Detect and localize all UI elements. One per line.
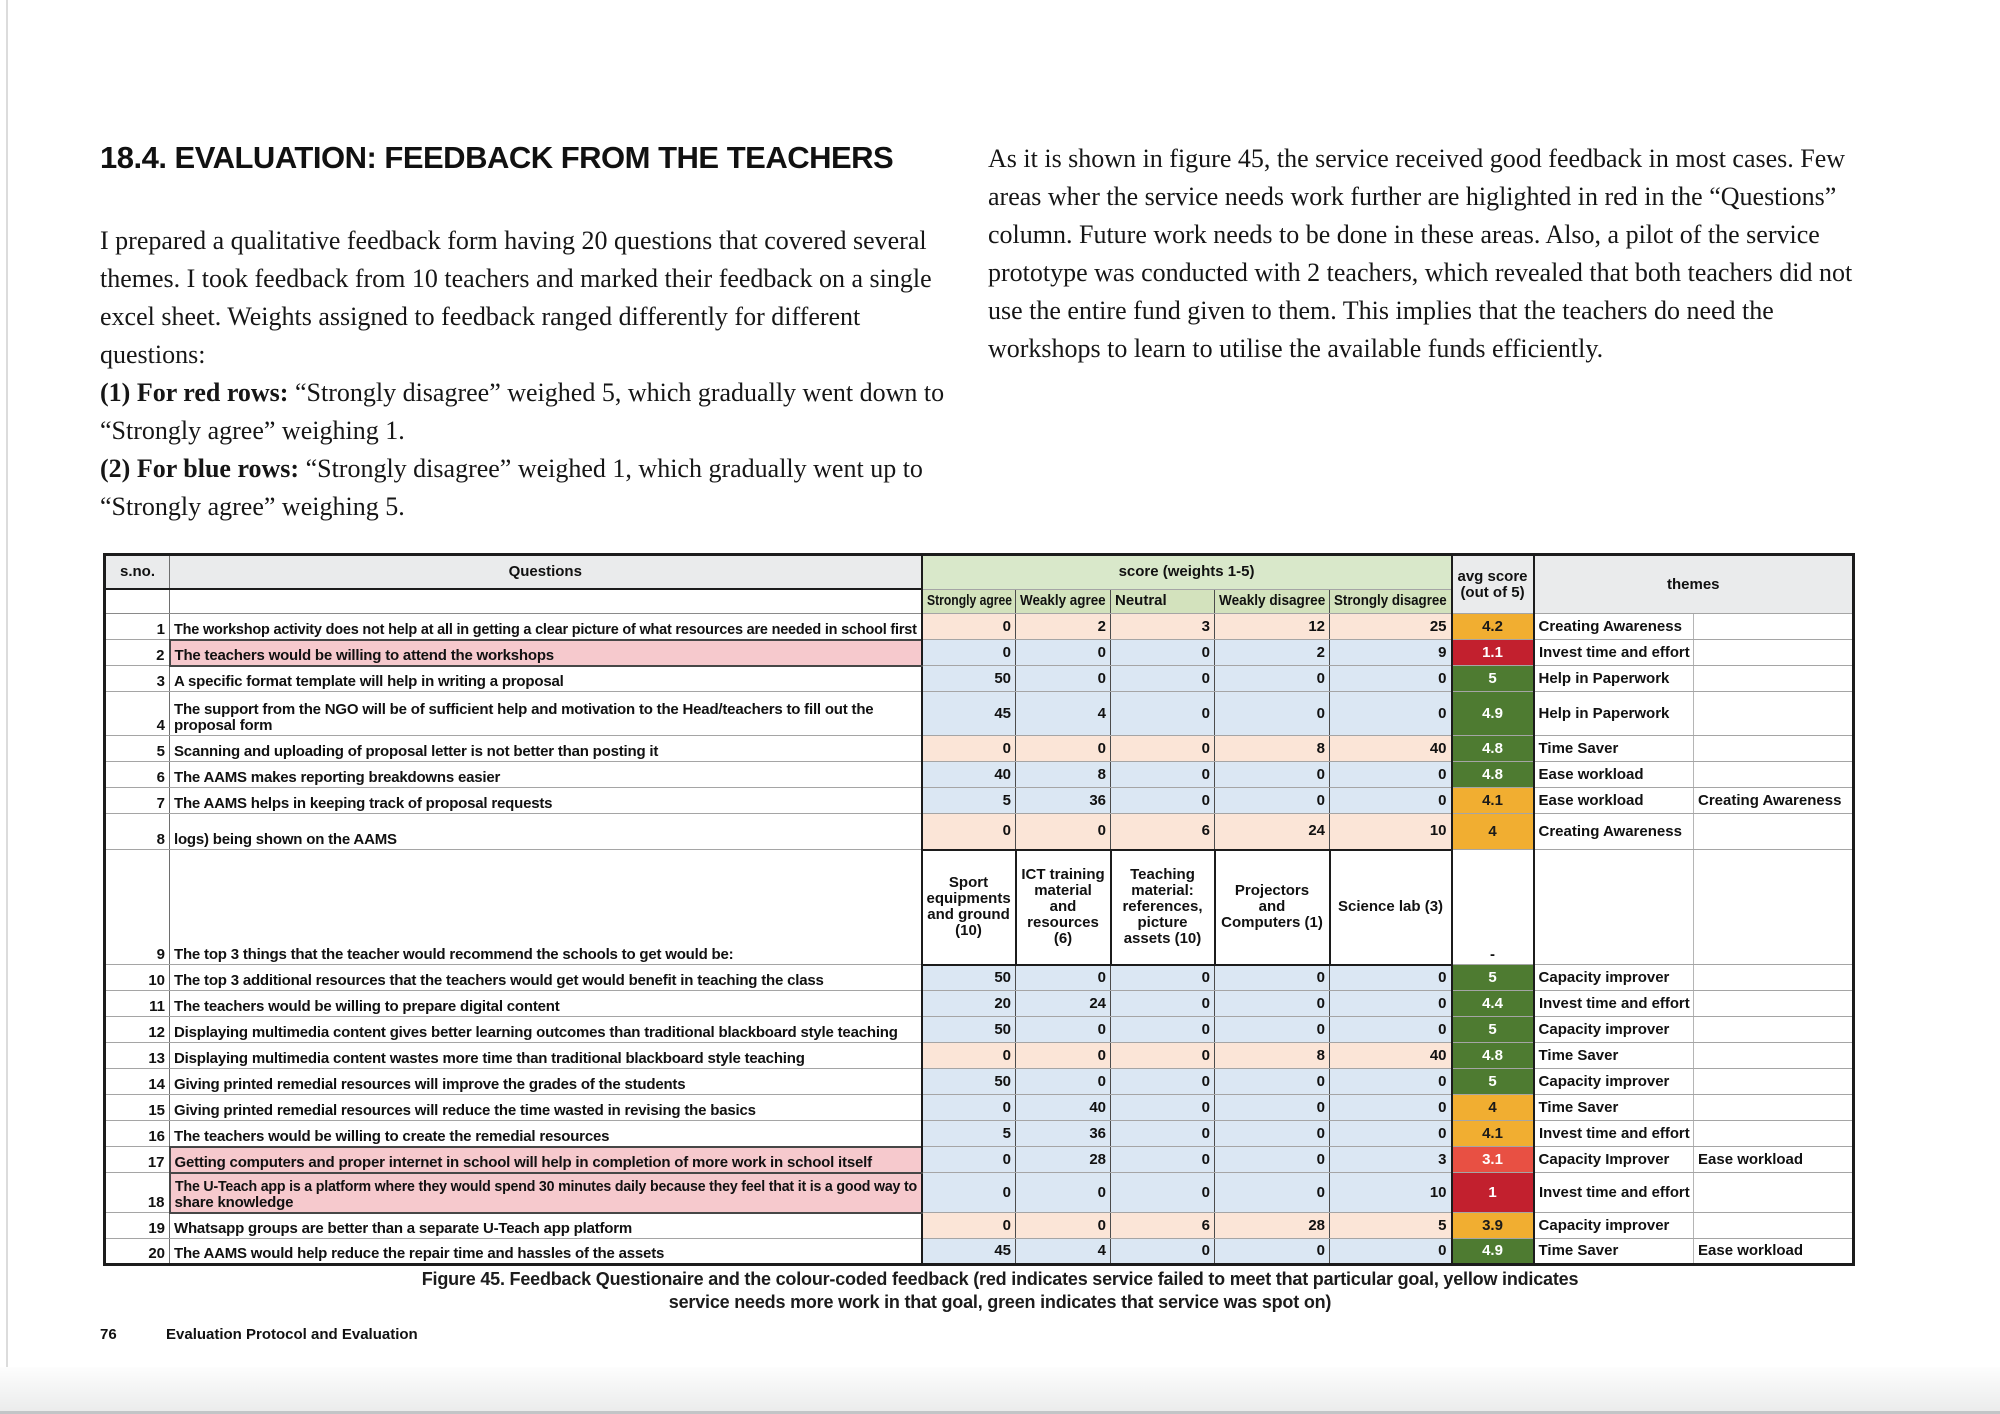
header-row-groups xyxy=(105,555,1854,590)
feedback-spreadsheet xyxy=(103,553,1855,1266)
question-cell: The top 3 additional resources that the teachers would get would benefit in teaching the class xyxy=(170,965,922,991)
score-cell: 24 xyxy=(1016,991,1111,1017)
table-row xyxy=(105,762,1854,788)
table-row xyxy=(105,1095,1854,1121)
theme-cell xyxy=(1694,1017,1854,1043)
question-cell: The workshop activity does not help at all in getting a clear picture of what resources are needed in school first xyxy=(170,614,922,640)
theme-cell: Creating Awareness xyxy=(1694,788,1854,814)
theme-cell xyxy=(1694,1121,1854,1147)
avg-score-header: avg score (out of 5) xyxy=(1452,555,1534,614)
theme-cell: Capacity Improver xyxy=(1534,1147,1694,1173)
score-cell: 0 xyxy=(922,614,1016,640)
score-cell: 40 xyxy=(922,762,1016,788)
avg-score-cell: 4.8 xyxy=(1452,762,1534,788)
score-cell: 0 xyxy=(1330,1121,1452,1147)
resource-header-cell: Projectors and Computers (1) xyxy=(1215,850,1330,965)
score-cell: 2 xyxy=(1016,614,1111,640)
score-cell: 0 xyxy=(1111,1069,1215,1095)
table-body xyxy=(105,614,1854,1265)
avg-score-cell: 3.9 xyxy=(1452,1213,1534,1239)
resource-header-cell: Teaching material: references, picture assets (10) xyxy=(1111,850,1215,965)
score-cell: 0 xyxy=(1330,788,1452,814)
row-number-cell: 20 xyxy=(105,1239,170,1265)
avg-score-cell: 5 xyxy=(1452,1069,1534,1095)
question-cell: Whatsapp groups are better than a separate U-Teach app platform xyxy=(170,1213,922,1239)
questions-header-spacer xyxy=(170,589,922,614)
row-number-cell: 4 xyxy=(105,692,170,736)
theme-cell xyxy=(1694,666,1854,692)
intro-paragraph xyxy=(100,222,956,526)
score-cell: 0 xyxy=(1016,1173,1111,1213)
question-cell: The top 3 things that the teacher would recommend the schools to get would be: xyxy=(170,850,922,965)
avg-score-cell: 4.1 xyxy=(1452,1121,1534,1147)
table-row xyxy=(105,1147,1854,1173)
score-cell: 0 xyxy=(1330,666,1452,692)
intro-part-red-rows: (1) For red rows: “Strongly disagree” weighed 5, which gradually went down to “Strongly agree” weighing 1. xyxy=(100,378,945,445)
score-group-header: score (weights 1-5) xyxy=(922,555,1452,590)
avg-score-cell: 4.8 xyxy=(1452,736,1534,762)
table-row xyxy=(105,614,1854,640)
scan-bottom-band xyxy=(0,1367,2000,1414)
figure-caption: Figure 45. Feedback Questionaire and the colour-coded feedback (red indicates service failed to meet that particular goal, yellow indicates service needs more work in that goal, green indicates that service was spot on) xyxy=(421,1269,1579,1312)
row-number-cell: 13 xyxy=(105,1043,170,1069)
theme-cell: Ease workload xyxy=(1534,762,1694,788)
avg-score-cell: - xyxy=(1452,850,1534,965)
score-cell: 0 xyxy=(1215,1121,1330,1147)
row-number-cell: 19 xyxy=(105,1213,170,1239)
theme-cell xyxy=(1694,736,1854,762)
score-cell: 10 xyxy=(1330,1173,1452,1213)
theme-cell: Time Saver xyxy=(1534,736,1694,762)
score-cell: 0 xyxy=(1016,1017,1111,1043)
question-cell: The support from the NGO will be of sufficient help and motivation to the Head/teachers to fill out the proposal form xyxy=(170,692,922,736)
footer-chapter-title: Evaluation Protocol and Evaluation xyxy=(166,1326,418,1343)
score-cell: 0 xyxy=(1111,1121,1215,1147)
theme-cell xyxy=(1534,850,1694,965)
results-paragraph: As it is shown in figure 45, the service received good feedback in most cases. Few areas wher the service needs work further are higlighted in red in the “Questions” column. Future work needs to be done in these areas. Also, a pilot of the service prototype was conducted with 2 teachers, which revealed that both teachers did not use the entire fund given to them. This implies that the teachers do need the workshops to learn to utilise the available funds efficiently. xyxy=(988,144,1853,363)
table-row xyxy=(105,1017,1854,1043)
score-cell: 0 xyxy=(1111,1095,1215,1121)
question-cell: logs) being shown on the AAMS xyxy=(170,814,922,850)
theme-cell: Invest time and effort xyxy=(1534,991,1694,1017)
avg-score-cell: 5 xyxy=(1452,965,1534,991)
score-cell: 0 xyxy=(1111,666,1215,692)
avg-score-cell: 3.1 xyxy=(1452,1147,1534,1173)
score-cell: 0 xyxy=(1016,1069,1111,1095)
row-number-cell: 15 xyxy=(105,1095,170,1121)
score-cell: 5 xyxy=(922,1121,1016,1147)
score-cell: 0 xyxy=(922,736,1016,762)
score-cell: 0 xyxy=(1111,692,1215,736)
table-row xyxy=(105,814,1854,850)
table-row xyxy=(105,850,1854,965)
score-cell: 40 xyxy=(1330,1043,1452,1069)
score-cell: 0 xyxy=(1215,1069,1330,1095)
intro-part-blue-rows: (2) For blue rows: “Strongly disagree” weighed 1, which gradually went up to “Strongly agree” weighing 5. xyxy=(100,454,923,521)
score-cell: 10 xyxy=(1330,814,1452,850)
resource-header-cell: ICT training material and resources (6) xyxy=(1016,850,1111,965)
row-number-cell: 14 xyxy=(105,1069,170,1095)
row-number-cell: 9 xyxy=(105,850,170,965)
score-cell: 24 xyxy=(1215,814,1330,850)
score-cell: 0 xyxy=(1016,1043,1111,1069)
score-cell: 5 xyxy=(1330,1213,1452,1239)
score-cell: 0 xyxy=(1111,1017,1215,1043)
theme-cell: Time Saver xyxy=(1534,1043,1694,1069)
theme-cell xyxy=(1694,991,1854,1017)
table-row xyxy=(105,1173,1854,1213)
themes-header: themes xyxy=(1534,555,1854,614)
avg-score-cell: 4 xyxy=(1452,814,1534,850)
theme-cell: Ease workload xyxy=(1694,1239,1854,1265)
question-cell: The AAMS makes reporting breakdowns easier xyxy=(170,762,922,788)
theme-cell: Creating Awareness xyxy=(1534,814,1694,850)
score-cell: 0 xyxy=(1111,1147,1215,1173)
table-row xyxy=(105,1069,1854,1095)
row-number-cell: 18 xyxy=(105,1173,170,1213)
theme-cell xyxy=(1694,692,1854,736)
sno-header-spacer xyxy=(105,589,170,614)
score-cell: 0 xyxy=(1330,1017,1452,1043)
avg-score-cell: 4.1 xyxy=(1452,788,1534,814)
score-cell: 0 xyxy=(1111,788,1215,814)
score-cell: 4 xyxy=(1016,692,1111,736)
col-neutral: Neutral xyxy=(1111,589,1215,614)
score-cell: 28 xyxy=(1016,1147,1111,1173)
score-cell: 25 xyxy=(1330,614,1452,640)
score-cell: 0 xyxy=(1215,1239,1330,1265)
avg-score-cell: 4 xyxy=(1452,1095,1534,1121)
score-cell: 40 xyxy=(1016,1095,1111,1121)
score-cell: 0 xyxy=(1111,762,1215,788)
score-cell: 0 xyxy=(1215,1173,1330,1213)
theme-cell xyxy=(1694,1069,1854,1095)
score-cell: 0 xyxy=(1016,640,1111,666)
feedback-table xyxy=(103,553,1855,1266)
col-strongly-disagree: Strongly disagree xyxy=(1330,589,1452,614)
theme-cell xyxy=(1694,762,1854,788)
avg-score-cell: 5 xyxy=(1452,1017,1534,1043)
theme-cell: Help in Paperwork xyxy=(1534,692,1694,736)
theme-cell: Time Saver xyxy=(1534,1239,1694,1265)
score-cell: 50 xyxy=(922,1017,1016,1043)
page-edge-line xyxy=(6,0,8,1414)
col-strongly-agree: Strongly agree xyxy=(922,589,1016,614)
table-row xyxy=(105,965,1854,991)
score-cell: 50 xyxy=(922,965,1016,991)
avg-score-cell: 4.4 xyxy=(1452,991,1534,1017)
table-row xyxy=(105,788,1854,814)
theme-cell: Capacity improver xyxy=(1534,1017,1694,1043)
row-number-cell: 7 xyxy=(105,788,170,814)
score-cell: 0 xyxy=(922,1095,1016,1121)
score-cell: 0 xyxy=(922,814,1016,850)
question-cell: The teachers would be willing to prepare digital content xyxy=(170,991,922,1017)
score-cell: 0 xyxy=(922,1213,1016,1239)
score-cell: 36 xyxy=(1016,788,1111,814)
score-cell: 0 xyxy=(1330,991,1452,1017)
row-number-cell: 1 xyxy=(105,614,170,640)
score-cell: 0 xyxy=(1330,1095,1452,1121)
score-cell: 0 xyxy=(1330,1069,1452,1095)
question-cell: Displaying multimedia content gives better learning outcomes than traditional blackboard style teaching xyxy=(170,1017,922,1043)
question-cell: Giving printed remedial resources will improve the grades of the students xyxy=(170,1069,922,1095)
table-row xyxy=(105,666,1854,692)
row-number-cell: 17 xyxy=(105,1147,170,1173)
score-cell: 0 xyxy=(922,1043,1016,1069)
question-cell: Displaying multimedia content wastes more time than traditional blackboard style teaching xyxy=(170,1043,922,1069)
score-cell: 0 xyxy=(922,1147,1016,1173)
score-cell: 50 xyxy=(922,666,1016,692)
score-cell: 40 xyxy=(1330,736,1452,762)
score-cell: 0 xyxy=(1215,1147,1330,1173)
score-cell: 0 xyxy=(1111,991,1215,1017)
score-cell: 0 xyxy=(1016,736,1111,762)
score-cell: 0 xyxy=(1111,1239,1215,1265)
score-cell: 0 xyxy=(1111,1173,1215,1213)
score-cell: 0 xyxy=(1330,762,1452,788)
col-weakly-agree: Weakly agree xyxy=(1016,589,1111,614)
score-cell: 0 xyxy=(1111,640,1215,666)
score-cell: 0 xyxy=(1111,1043,1215,1069)
theme-cell: Time Saver xyxy=(1534,1095,1694,1121)
score-cell: 45 xyxy=(922,692,1016,736)
score-cell: 0 xyxy=(1111,965,1215,991)
question-cell: The U-Teach app is a platform where they would spend 30 minutes daily because they feel that it is a good way to share knowledge xyxy=(170,1173,922,1213)
theme-cell: Ease workload xyxy=(1534,788,1694,814)
score-cell: 0 xyxy=(1016,1213,1111,1239)
score-cell: 9 xyxy=(1330,640,1452,666)
avg-score-cell: 4.9 xyxy=(1452,1239,1534,1265)
score-cell: 0 xyxy=(1215,991,1330,1017)
score-cell: 6 xyxy=(1111,1213,1215,1239)
avg-score-cell: 5 xyxy=(1452,666,1534,692)
theme-cell xyxy=(1694,1095,1854,1121)
score-cell: 0 xyxy=(1016,965,1111,991)
score-cell: 0 xyxy=(1016,666,1111,692)
resource-header-cell: Science lab (3) xyxy=(1330,850,1452,965)
table-row xyxy=(105,1043,1854,1069)
score-cell: 0 xyxy=(1215,692,1330,736)
avg-score-cell: 4.8 xyxy=(1452,1043,1534,1069)
table-row xyxy=(105,692,1854,736)
score-cell: 8 xyxy=(1215,736,1330,762)
theme-cell: Capacity improver xyxy=(1534,1213,1694,1239)
row-number-cell: 16 xyxy=(105,1121,170,1147)
question-cell: Scanning and uploading of proposal letter is not better than posting it xyxy=(170,736,922,762)
theme-cell: Help in Paperwork xyxy=(1534,666,1694,692)
score-cell: 20 xyxy=(922,991,1016,1017)
row-number-cell: 10 xyxy=(105,965,170,991)
avg-score-cell: 4.9 xyxy=(1452,692,1534,736)
theme-cell xyxy=(1694,1043,1854,1069)
score-cell: 45 xyxy=(922,1239,1016,1265)
avg-score-cell: 4.2 xyxy=(1452,614,1534,640)
theme-cell: Invest time and effort xyxy=(1534,1173,1694,1213)
theme-cell xyxy=(1694,814,1854,850)
score-cell: 5 xyxy=(922,788,1016,814)
table-row xyxy=(105,1239,1854,1265)
score-cell: 0 xyxy=(1330,1239,1452,1265)
score-cell: 8 xyxy=(1016,762,1111,788)
page-number: 76 xyxy=(100,1326,117,1343)
table-row xyxy=(105,736,1854,762)
theme-cell: Capacity improver xyxy=(1534,1069,1694,1095)
score-cell: 0 xyxy=(1215,762,1330,788)
question-cell: The teachers would be willing to attend the workshops xyxy=(170,640,922,666)
figure-label: Figure 45. xyxy=(421,1269,505,1289)
table-row xyxy=(105,1121,1854,1147)
question-cell: The teachers would be willing to create the remedial resources xyxy=(170,1121,922,1147)
question-cell: A specific format template will help in writing a proposal xyxy=(170,666,922,692)
question-cell: Getting computers and proper internet in school will help in completion of more work in school itself xyxy=(170,1147,922,1173)
score-cell: 0 xyxy=(1215,788,1330,814)
row-number-cell: 3 xyxy=(105,666,170,692)
avg-score-cell: 1.1 xyxy=(1452,640,1534,666)
theme-cell: Creating Awareness xyxy=(1534,614,1694,640)
row-number-cell: 8 xyxy=(105,814,170,850)
theme-cell: Invest time and effort xyxy=(1534,1121,1694,1147)
row-number-cell: 2 xyxy=(105,640,170,666)
question-cell: Giving printed remedial resources will reduce the time wasted in revising the basics xyxy=(170,1095,922,1121)
theme-cell: Capacity improver xyxy=(1534,965,1694,991)
score-cell: 0 xyxy=(1330,965,1452,991)
question-cell: The AAMS would help reduce the repair time and hassles of the assets xyxy=(170,1239,922,1265)
row-number-cell: 5 xyxy=(105,736,170,762)
score-cell: 3 xyxy=(1330,1147,1452,1173)
theme-cell: Ease workload xyxy=(1694,1147,1854,1173)
score-cell: 0 xyxy=(1215,965,1330,991)
theme-cell xyxy=(1694,965,1854,991)
question-cell: The AAMS helps in keeping track of proposal requests xyxy=(170,788,922,814)
score-cell: 0 xyxy=(1016,814,1111,850)
score-cell: 0 xyxy=(1215,1017,1330,1043)
theme-cell xyxy=(1694,640,1854,666)
score-cell: 28 xyxy=(1215,1213,1330,1239)
score-cell: 0 xyxy=(922,1173,1016,1213)
score-cell: 6 xyxy=(1111,814,1215,850)
score-cell: 4 xyxy=(1016,1239,1111,1265)
col-weakly-disagree: Weakly disagree xyxy=(1215,589,1330,614)
score-cell: 0 xyxy=(1330,692,1452,736)
score-cell: 50 xyxy=(922,1069,1016,1095)
resource-header-cell: Sport equipments and ground (10) xyxy=(922,850,1016,965)
table-row xyxy=(105,640,1854,666)
intro-part-1: I prepared a qualitative feedback form having 20 questions that covered several themes. I took feedback from 10 teachers and marked their feedback on a single excel sheet. Weights assigned to feedback ranged differently for different questions: xyxy=(100,226,932,369)
theme-cell xyxy=(1694,1213,1854,1239)
row-number-cell: 6 xyxy=(105,762,170,788)
theme-cell xyxy=(1694,614,1854,640)
avg-score-cell: 1 xyxy=(1452,1173,1534,1213)
score-cell: 12 xyxy=(1215,614,1330,640)
score-cell: 36 xyxy=(1016,1121,1111,1147)
table-row xyxy=(105,1213,1854,1239)
score-cell: 0 xyxy=(922,640,1016,666)
score-cell: 0 xyxy=(1215,1095,1330,1121)
score-cell: 3 xyxy=(1111,614,1215,640)
score-cell: 2 xyxy=(1215,640,1330,666)
sno-header: s.no. xyxy=(105,555,170,590)
section-heading: 18.4. EVALUATION: FEEDBACK FROM THE TEACHERS xyxy=(100,140,894,175)
theme-cell xyxy=(1694,1173,1854,1213)
table-row xyxy=(105,991,1854,1017)
score-cell: 8 xyxy=(1215,1043,1330,1069)
score-cell: 0 xyxy=(1111,736,1215,762)
row-number-cell: 11 xyxy=(105,991,170,1017)
score-cell: 0 xyxy=(1215,666,1330,692)
theme-cell: Invest time and effort xyxy=(1534,640,1694,666)
questions-header: Questions xyxy=(170,555,922,590)
theme-cell xyxy=(1694,850,1854,965)
row-number-cell: 12 xyxy=(105,1017,170,1043)
